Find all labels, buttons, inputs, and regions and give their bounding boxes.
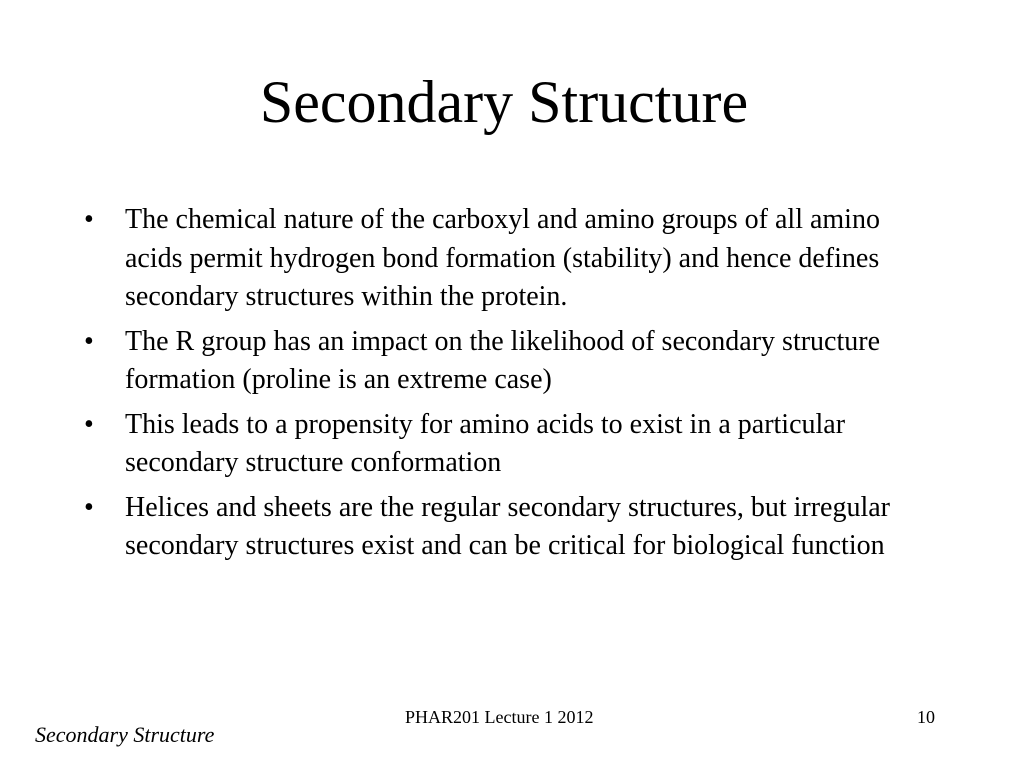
bullet-item	[84, 406, 944, 483]
bullet-list	[84, 201, 944, 572]
bullet-marker: •	[84, 491, 94, 523]
bullet-item	[84, 201, 944, 317]
bullet-text: This leads to a propensity for amino acids to exist in a particular secondary structure conformation	[125, 408, 846, 478]
slide-title: Secondary Structure	[259, 69, 749, 135]
bullet-marker: •	[84, 204, 94, 235]
bullet-marker: •	[84, 325, 94, 357]
bullet-marker: •	[84, 408, 94, 440]
page-number: 10	[917, 707, 935, 727]
bullet-text: Helices and sheets are the regular secondary structures, but irregular secondary structures exist and can be critical for biological function	[125, 491, 891, 561]
bullet-text: The R group has an impact on the likelihood of secondary structure formation (proline is an extreme case)	[125, 325, 881, 395]
bullet-text: The chemical nature of the carboxyl and amino groups of all amino acids permit hydrogen bond formation (stability) and hence defines secondary structures within the protein.	[125, 204, 880, 312]
bullet-item	[84, 323, 944, 400]
footer-section-label: Secondary Structure	[35, 722, 215, 747]
footer-course-label: PHAR201 Lecture 1 2012	[405, 707, 594, 727]
bullet-item	[84, 489, 944, 566]
